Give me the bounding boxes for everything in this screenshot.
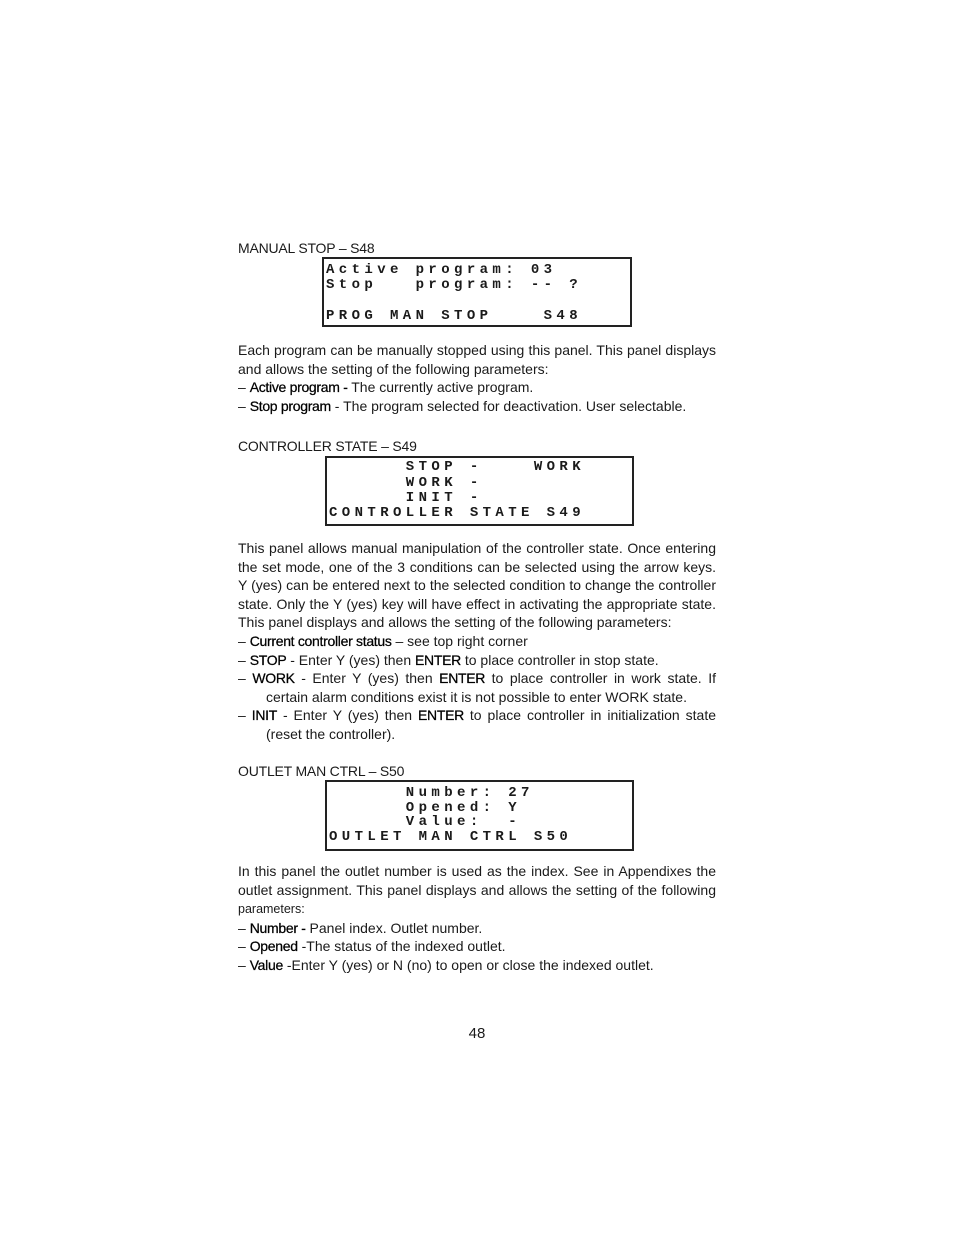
section-heading-s48: MANUAL STOP – S48 — [238, 240, 375, 256]
lcd-panel-s50 — [325, 780, 634, 851]
lcd-line: Value: - — [329, 814, 522, 830]
lcd-panel-s49 — [325, 456, 634, 526]
list-item: – INIT - Enter Y (yes) then ENTER to place controller in initialization state (reset the controller). — [238, 707, 717, 742]
list-item: – Active program - The currently active program. — [238, 379, 534, 396]
list-item: – Number - Panel index. Outlet number. — [238, 919, 483, 936]
lcd-line: INIT - — [329, 490, 483, 506]
intro-text: This panel allows manual manipulation of the controller state. Once entering the set mode, one of the 3 conditions can be selected using the arrow keys. Y (yes) can be entered next to the selected condition to change the controller state. Only the Y (yes) key will have effect in activating the appropriate state. This panel displays and allows the setting of the following parameters: — [238, 540, 716, 631]
list-item: – STOP - Enter Y (yes) then ENTER to place controller in stop state. — [238, 651, 659, 668]
intro-text: In this panel the outlet number is used as the index. See in Appendixes the outlet assignment. This panel displays and allows the setting of the following parameters: — [238, 863, 716, 917]
lcd-line: WORK - — [329, 475, 483, 491]
lcd-line: Number: 27 — [329, 785, 534, 801]
list-item: – Opened -The status of the indexed outlet. — [238, 938, 506, 955]
lcd-line: CONTROLLER STATE S49 — [329, 505, 586, 521]
lcd-line: STOP - WORK — [329, 459, 586, 475]
lcd-line: Opened: Y — [329, 800, 522, 816]
section-heading-s49: CONTROLLER STATE – S49 — [238, 438, 417, 454]
paragraph-s50 — [238, 862, 716, 975]
lcd-line: Active program: 03 — [326, 262, 557, 278]
paragraph-s49 — [238, 539, 716, 744]
paragraph-s48 — [238, 341, 716, 415]
list-item: – Current controller status – see top right corner — [238, 632, 528, 649]
list-item: – Value -Enter Y (yes) or N (no) to open or close the indexed outlet. — [238, 956, 654, 973]
intro-text: Each program can be manually stopped using this panel. This panel displays and allows the setting of the following parameters: — [238, 342, 716, 377]
lcd-line: OUTLET MAN CTRL S50 — [329, 829, 573, 845]
lcd-line: Stop program: -- ? — [326, 277, 583, 293]
section-heading-s50: OUTLET MAN CTRL – S50 — [238, 763, 405, 779]
list-item: – WORK - Enter Y (yes) then ENTER to place controller in work state. If certain alarm conditions exist it is not possible to enter WORK state. — [238, 670, 717, 705]
lcd-line: PROG MAN STOP S48 — [326, 308, 583, 324]
page-number: 48 — [468, 1025, 486, 1042]
lcd-panel-s48 — [322, 257, 632, 327]
list-item: – Stop program - The program selected for deactivation. User selectable. — [238, 397, 687, 414]
